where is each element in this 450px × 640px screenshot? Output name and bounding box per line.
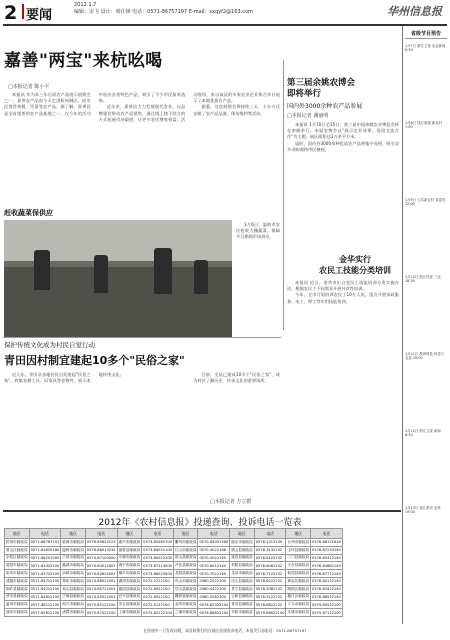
table-cell: 路桥区邮政局 xyxy=(286,585,311,593)
sidebar-title: 省级节目预告 xyxy=(410,31,441,37)
table-cell: 宁海县邮政局 xyxy=(61,593,86,601)
table-row xyxy=(5,570,343,578)
table-cell: 0574-88522001 xyxy=(86,579,116,584)
farmer-figure xyxy=(154,248,172,294)
table-cell: 0572-2122100 xyxy=(142,577,174,585)
culture-kicker: 保护传统文化成为村民自觉行动 xyxy=(4,341,95,349)
table-cell: 临海市邮政局 xyxy=(61,539,86,547)
table-cell: 诸暨市邮政局 xyxy=(61,609,86,617)
table-header-cell: 电话 xyxy=(142,529,174,539)
table-cell: 东阳市邮政局 xyxy=(230,609,255,617)
photo-section-title: 赶收蔬菜保供应 xyxy=(4,209,53,217)
table-cell: 0573-88023000 xyxy=(143,571,172,576)
sidebar-item: 1月12日 浙江卫视 新闻 6:30 xyxy=(405,429,441,438)
right-body xyxy=(287,122,399,247)
directory-table xyxy=(4,528,343,617)
program-sidebar xyxy=(402,26,449,624)
table-cell: 0574-62622001 xyxy=(86,571,116,576)
table-cell: 0574-87100000 xyxy=(86,555,116,560)
lead-paragraph: 近年来，嘉善县大力发展现代农业，以品牌建设带动农产品销售，通过线上线下结合的方式拓展市场渠道，让更多农民增收致富。活动现场，来自该县的多家农业企业和合作社展示了本地优质农产品。 xyxy=(98,92,280,122)
table-cell: 0571-82620180 xyxy=(30,548,60,553)
farmer-figure xyxy=(94,255,108,293)
table-cell: 0576-82422140 xyxy=(312,587,341,592)
table-row xyxy=(5,601,343,609)
column-divider xyxy=(283,60,284,330)
table-cell: 仙居县邮政局 xyxy=(286,570,311,578)
table-cell: 缙云县邮政局 xyxy=(230,546,255,554)
table-cell: 台州市邮政局 xyxy=(286,539,311,547)
table-cell: 兰溪市邮政局 xyxy=(173,609,198,617)
table-cell: 萧山区邮政局 xyxy=(5,546,30,554)
table-cell: 温州市邮政局 xyxy=(5,601,30,609)
table-cell: 江山市邮政局 xyxy=(173,546,198,554)
table-cell: 0576-86013232 xyxy=(86,548,116,553)
culture-paragraph: 近几年，青田县各地村民自发建起"民俗之家"，收集农耕工具、旧家具等老物件，展示本地传统文化。 xyxy=(4,372,124,384)
table-cell: 0576-87233140 xyxy=(312,548,341,553)
table-cell: 0579-82322100 xyxy=(199,602,229,607)
table-cell: 0574-65722001 xyxy=(86,587,116,592)
table-cell: 景宁县邮政局 xyxy=(230,585,255,593)
right-subhead: 国内外3000余种农产品参展 xyxy=(287,103,363,110)
table-cell: 黄岩区邮政局 xyxy=(286,577,311,585)
sidebar-item: 1月10日 浙江经视 三农 18:30 xyxy=(405,275,441,284)
table-row xyxy=(5,539,343,547)
sidebar-item: 1月13日 钱江都市 农家 19:00 xyxy=(405,506,441,515)
table-cell: 0575-87022100 xyxy=(86,610,116,615)
table-cell: 青田县邮政局 xyxy=(230,601,255,609)
table-cell: 宁波市邮政局 xyxy=(61,554,86,562)
gold-paragraph: 本报讯 近日，金华市出台农民工技能培训分类实施办法，根据农民工不同需求开展针对性培训。 xyxy=(287,280,399,292)
sidebar-item: 1月8日 钱江频道 新农村 7:00 xyxy=(405,121,442,130)
footer-note: 在投递中一旦发现问题，请及时拨打所在地区投递查询电话。本报发行部电话：0571-86757197 xyxy=(143,628,307,633)
table-cell: 0572-8422100 xyxy=(142,585,174,593)
table-row xyxy=(5,554,343,562)
section-divider xyxy=(22,4,24,19)
table-cell: 海宁市邮政局 xyxy=(117,562,142,570)
table-cell: 余杭区邮政局 xyxy=(5,554,30,562)
farmer-figure xyxy=(194,260,208,294)
table-cell: 0571-86207000 xyxy=(30,555,60,560)
lead-byline: □本报记者 陈小平 xyxy=(8,84,50,90)
table-cell: 0579-88822100 xyxy=(199,610,229,615)
table-cell: 0576-85623123 xyxy=(86,540,116,545)
table-cell: 义乌市邮政局 xyxy=(286,601,311,609)
table-header-cell: 电话 xyxy=(85,529,117,539)
table-row xyxy=(5,577,343,585)
table-cell: 岱山县邮政局 xyxy=(173,585,198,593)
gold-paragraph: 今年，全市计划培训农民工10万人次，重点开展家政服务、电工、焊工等实用技能培训。 xyxy=(287,292,399,304)
culture-body xyxy=(4,372,280,492)
table-cell: 舟山市邮政局 xyxy=(173,577,198,585)
table-cell: 0576-84122140 xyxy=(312,579,341,584)
table-cell: 0580-2022100 xyxy=(198,577,230,585)
table-header-cell: 电话 xyxy=(29,529,61,539)
section-rule xyxy=(3,337,281,338)
masthead xyxy=(0,0,450,26)
table-header-cell: 地区 xyxy=(5,529,30,539)
page-number: 2 xyxy=(4,2,18,24)
table-cell: 0573-84052100 xyxy=(143,548,172,553)
culture-paragraph: 目前，全县已建成10多个"民俗之家"，成为村民了解历史、传承文化的重要场所。 xyxy=(193,372,280,384)
table-cell: 0573-82083700 xyxy=(143,540,172,545)
table-cell: 龙游县邮政局 xyxy=(173,570,198,578)
table-cell: 富阳市邮政局 xyxy=(5,562,30,570)
table-cell: 0570-5022140 xyxy=(198,554,230,562)
culture-byline: □本报记者 方立群 xyxy=(210,499,252,505)
right-paragraph: 届时，国内外3000余种优质农产品将集中亮相，吸引众多采购商和市民参观。 xyxy=(287,140,399,152)
table-cell: 云和县邮政局 xyxy=(230,593,255,601)
table-cell: 临安市邮政局 xyxy=(5,570,30,578)
table-cell: 嵊泗县邮政局 xyxy=(173,593,198,601)
table-cell: 0571-64822100 xyxy=(30,594,60,599)
newspaper-brand: 华州信息报 xyxy=(387,5,442,18)
table-cell: 0578-3132132 xyxy=(254,546,286,554)
masthead-meta xyxy=(74,2,253,16)
table-cell: 温岭市邮政局 xyxy=(61,546,86,554)
gold-headline-line1: 金华实行 xyxy=(339,255,371,264)
table-cell: 0571-64722100 xyxy=(30,579,60,584)
table-cell: 天台县邮政局 xyxy=(286,562,311,570)
table-cell: 0578-8122132 xyxy=(254,554,286,562)
table-cell: 0574-65522001 xyxy=(86,594,116,599)
table-header-cell: 电话 xyxy=(311,529,343,539)
table-cell: 三门县邮政局 xyxy=(286,554,311,562)
table-cell: 奉化市邮政局 xyxy=(61,577,86,585)
photo-caption xyxy=(236,222,280,332)
table-cell: 0578-2313130 xyxy=(254,539,286,547)
table-cell: 平湖市邮政局 xyxy=(117,554,142,562)
table-cell: 0574-63012001 xyxy=(86,563,116,568)
lead-paragraph: 本报讯 作为本三年后原农产品展示展销会之一，嘉善农产品再今天走进杭州城区，向市民推荐黄桃、雪菜等农产品。据了解，嘉善县是全省重要的农产品基地之一，在今年的活动中展出各类特色产品，吸引了不少市民前来选购。 xyxy=(4,92,186,116)
table-cell: 龙泉市邮政局 xyxy=(230,570,255,578)
table-cell: 0571-63322100 xyxy=(30,563,60,568)
table-row xyxy=(5,546,343,554)
table-header-cell: 地区 xyxy=(61,529,86,539)
lead-paragraph: 据悉，这次展销会将持续三天，主办方还安排了农产品品鉴、现场签约等活动。 xyxy=(193,104,280,116)
table-cell: 0578-6222132 xyxy=(254,577,286,585)
table-cell: 长兴县邮政局 xyxy=(117,593,142,601)
table-cell: 0575-82122100 xyxy=(143,610,172,615)
table-cell: 0571-64222100 xyxy=(30,587,60,592)
right-headline-line2: 即将举行 xyxy=(287,89,322,99)
table-cell: 0578-5122132 xyxy=(254,593,286,601)
table-header-cell: 地区 xyxy=(230,529,255,539)
table-header-cell: 地区 xyxy=(286,529,311,539)
table-cell: 0576-87712140 xyxy=(312,571,341,576)
table-cell: 杭州市邮政局 xyxy=(5,539,30,547)
table-cell: 0578-6822132 xyxy=(254,601,286,609)
table-cell: 桐乡市邮政局 xyxy=(117,570,142,578)
sidebar-rule xyxy=(405,38,447,39)
table-cell: 安吉县邮政局 xyxy=(117,601,142,609)
table-cell: 松阳县邮政局 xyxy=(230,562,255,570)
table-cell: 开化县邮政局 xyxy=(173,562,198,570)
table-cell: 衢州市邮政局 xyxy=(173,539,198,547)
lead-headline: 嘉善"两宝"来杭吆喝 xyxy=(4,51,163,71)
masthead-date: 2012.1.7 xyxy=(74,2,97,8)
table-cell: 0572-5122100 xyxy=(142,601,174,609)
table-header-row xyxy=(5,529,343,539)
table-cell: 0578-7122132 xyxy=(254,570,286,578)
table-cell: 0579-85522100 xyxy=(312,602,341,607)
table-header-cell: 地区 xyxy=(117,529,142,539)
table-cell: 淳安县邮政局 xyxy=(5,593,30,601)
table-cell: 瑞安市邮政局 xyxy=(5,609,30,617)
table-row xyxy=(5,593,343,601)
table-cell: 玉环县邮政局 xyxy=(286,546,311,554)
table-cell: 庆元县邮政局 xyxy=(230,577,255,585)
farmer-figure xyxy=(34,250,50,290)
table-cell: 0576-83312140 xyxy=(312,555,341,560)
table-cell: 0576-88121616 xyxy=(312,540,341,545)
gold-body xyxy=(287,280,399,508)
table-cell: 湖州市邮政局 xyxy=(117,577,142,585)
table-cell: 嘉善县邮政局 xyxy=(117,546,142,554)
table-cell: 椒江区邮政局 xyxy=(286,593,311,601)
table-cell: 0572-6022100 xyxy=(142,593,174,601)
right-headline-line1: 第三届余姚农博会 xyxy=(287,78,356,88)
table-row xyxy=(5,609,343,617)
table-cell: 永康市邮政局 xyxy=(286,609,311,617)
table-cell: 0576-83882140 xyxy=(312,563,341,568)
farm-photo xyxy=(4,220,232,338)
table-cell: 慈溪市邮政局 xyxy=(61,562,86,570)
gold-headline xyxy=(300,254,410,276)
culture-headline: 青田因村制宜建起10多个"民俗之家" xyxy=(4,354,185,367)
masthead-contact: 编辑：宋飞 设计：蔡仕锋 电话：0571-86757197 E-mail：sxqyf2@163.com xyxy=(74,9,253,15)
table-cell: 0571-86767191 xyxy=(30,540,60,545)
table-cell: 0580-4422100 xyxy=(198,585,230,593)
table-cell: 0576-88522140 xyxy=(312,594,341,599)
table-cell: 遂昌县邮政局 xyxy=(230,554,255,562)
table-cell: 建德市邮政局 xyxy=(5,577,30,585)
right-byline: □本报记者 谢丽明 xyxy=(287,113,329,119)
table-cell: 象山县邮政局 xyxy=(61,585,86,593)
table-rule xyxy=(3,510,401,512)
directory-title: 2012年《农村信息报》投递查询、投诉电话一览表 xyxy=(98,518,302,528)
right-paragraph: 本报讯 1月10日至15日，第三届中国余姚农业博览会将在余姚举行。本届农博会以"展示农业成果、促进交流合作"为主题，展区面积达3万余平方米。 xyxy=(287,122,399,140)
sidebar-item: 1月11日 教育科技 科技与农业 20:00 xyxy=(405,352,445,361)
table-cell: 0577-88222100 xyxy=(30,602,60,607)
table-cell: 0570-83051560 xyxy=(199,540,229,545)
table-cell: 0573-85012100 xyxy=(143,555,172,560)
table-row xyxy=(5,562,343,570)
table-cell: 0571-63722100 xyxy=(30,571,60,576)
table-header-cell: 电话 xyxy=(198,529,230,539)
table-cell: 金华市邮政局 xyxy=(173,601,198,609)
gold-headline-line2: 农民工技能分类培训 xyxy=(319,266,391,275)
sidebar-item: 1月9日 公共新农村 致富经 12:00 xyxy=(405,198,446,207)
table-cell: 0573-87213000 xyxy=(143,563,172,568)
table-cell: 0579-87122100 xyxy=(312,610,341,615)
table-cell: 0578-5082132 xyxy=(254,585,286,593)
table-cell: 0578-8062132 xyxy=(254,562,286,570)
table-body xyxy=(5,539,343,617)
table-header-cell: 电话 xyxy=(254,529,286,539)
table-cell: 0575-85122100 xyxy=(86,602,116,607)
table-cell: 0570-6012140 xyxy=(198,562,230,570)
table-cell: 余姚市邮政局 xyxy=(61,570,86,578)
sidebar-item: 1月7日 浙江卫视 农业新闻 6:30 xyxy=(405,44,446,53)
photo-caption-text: 1月6日，温岭市农民抢收大棚蔬菜，保障节日期间市场供应。 xyxy=(236,222,280,240)
section-title: 要闻 xyxy=(26,8,53,23)
table-cell: 0580-5082100 xyxy=(198,593,230,601)
table-cell: 德清县邮政局 xyxy=(117,585,142,593)
table-cell: 0579-86622100 xyxy=(255,610,285,615)
table-cell: 嘉兴市邮政局 xyxy=(117,539,142,547)
table-row xyxy=(5,585,343,593)
masthead-rule xyxy=(3,24,447,26)
table-cell: 0570-7022140 xyxy=(198,570,230,578)
table-cell: 绍兴市邮政局 xyxy=(61,601,86,609)
table-cell: 上虞市邮政局 xyxy=(117,609,142,617)
right-headline xyxy=(287,78,395,100)
table-header-cell: 地区 xyxy=(173,529,198,539)
table-cell: 桐庐县邮政局 xyxy=(5,585,30,593)
table-cell: 0570-4022188 xyxy=(198,546,230,554)
table-cell: 常山县邮政局 xyxy=(173,554,198,562)
table-cell: 丽水市邮政局 xyxy=(230,539,255,547)
table-cell: 0577-65822100 xyxy=(30,610,60,615)
lead-body xyxy=(4,92,280,202)
